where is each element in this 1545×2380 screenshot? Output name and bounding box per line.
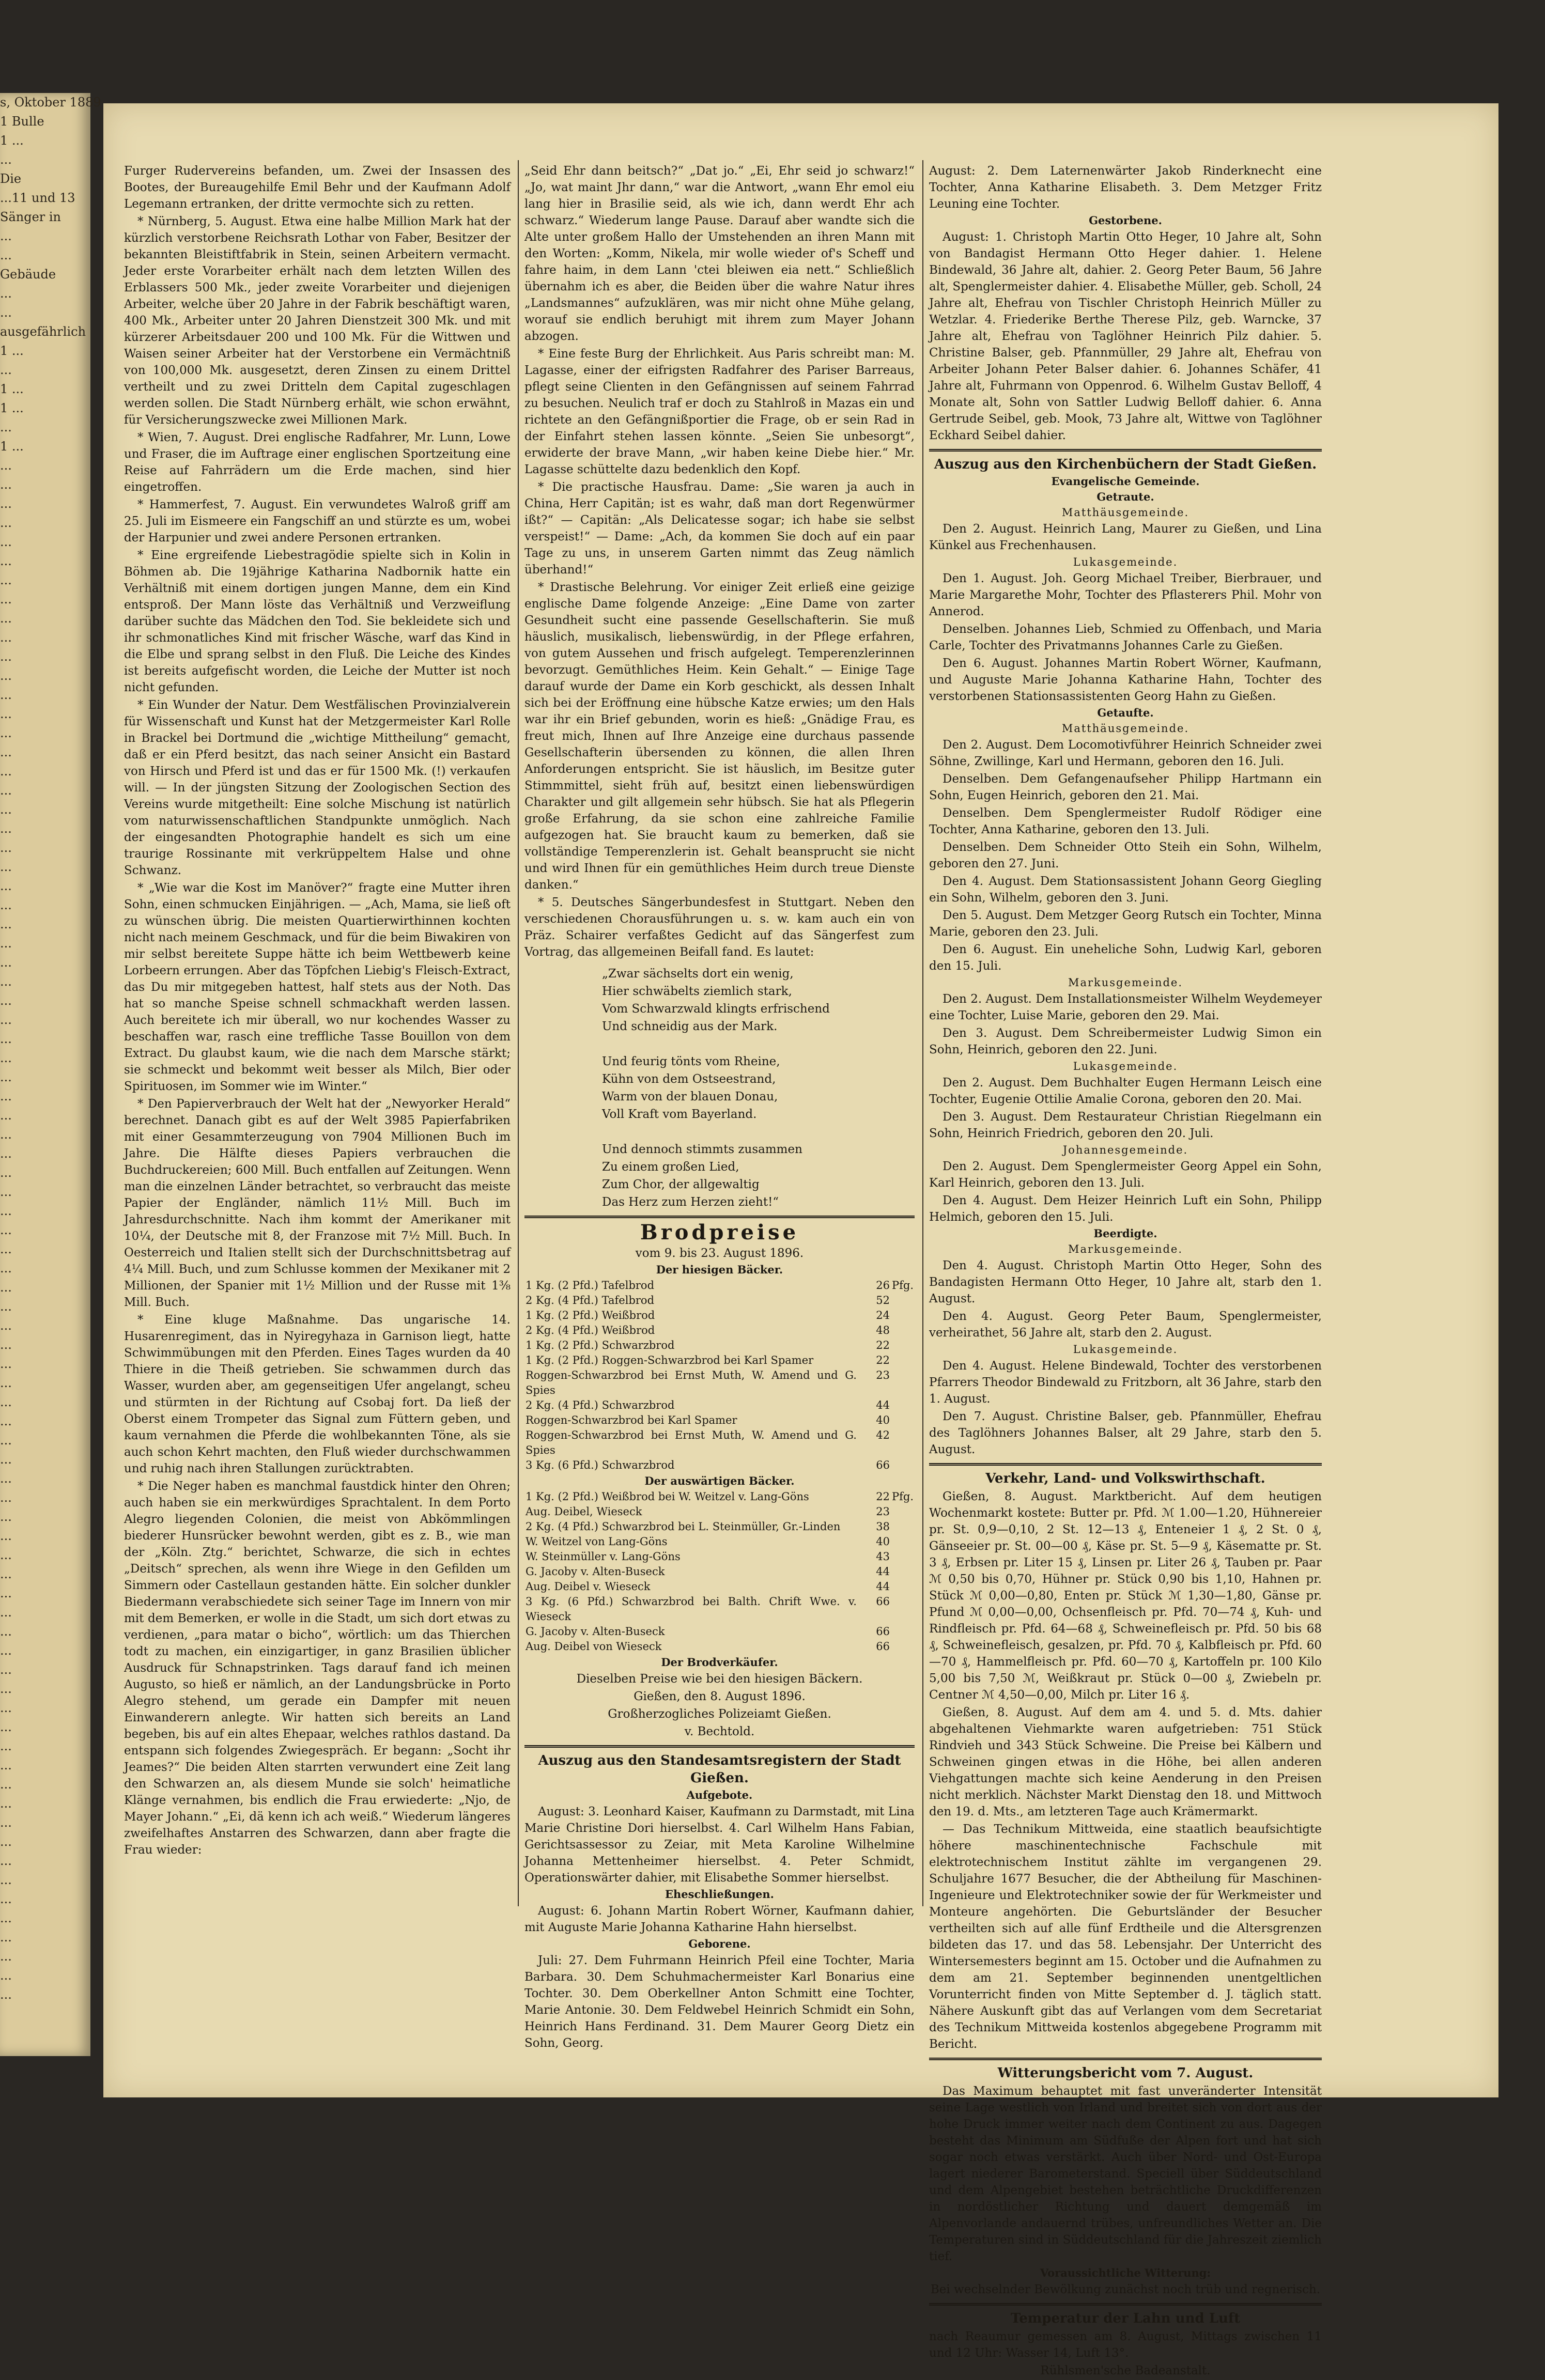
- price-item: 3 Kg. (6 Pfd.) Schwarzbrod bei Balth. Chrift Wwe. v. Wieseck: [526, 1595, 857, 1623]
- prev-page-line: ...: [0, 1433, 12, 1448]
- prev-page-line: ...: [0, 1949, 12, 1964]
- poem-line: Das Herz zum Herzen zieht!“: [602, 1195, 779, 1209]
- prev-page-line: ausgefährlich: [0, 324, 86, 339]
- technikum-note: — Das Technikum Mittweida, eine staatlich beaufsichtigte höhere maschinentechnische Fachschule mit elektrotechnischem Institut zählte im vergangenen 29. Schuljahre 1677 Besucher, die der Abtheilung für Maschinen-Ingenieure und Elektrotechniker sowie der für Werkmeister und Monteure angehörten. Die Geburtsländer der Besucher vertheilten sich auf alle fünf Erdtheile und die Altersgrenzen bildeten das 17. und das 58. Lebensjahr. Der Unterricht des Wintersemesters beginnt am 15. October und die Aufnahmen zu dem am 21. September beginnenden unentgeltlichen Vorunterricht finden von Mitte September d. J. täglich statt. Nähere Auskunft gibt das auf Verlangen vom dem Secretariat des Technikum Mittweida kostenlos abgegebene Programm mit Bericht.: [929, 1823, 1322, 2051]
- price-value: 26: [876, 1279, 890, 1292]
- price-row: [524, 1308, 915, 1323]
- price-row: [524, 1534, 915, 1549]
- prev-page-line: ...: [0, 917, 12, 931]
- price-item: Aug. Deibel, Wieseck: [526, 1505, 642, 1518]
- poem-line: Zu einem großen Lied,: [602, 1160, 739, 1174]
- prev-page-line: ...: [0, 630, 12, 645]
- prev-page-line: ...: [0, 1376, 12, 1390]
- price-item: 1 Kg. (2 Pfd.) Roggen-Schwarzbrod bei Karl Spamer: [526, 1354, 814, 1366]
- temperatur-text: nach Reaumur gemessen am 8. August, Mittags zwischen 11 und 12 Uhr: Wasser 14, Luft 13°.: [929, 2330, 1322, 2360]
- prev-page-line: ...: [0, 1758, 12, 1772]
- gestorbene-heading: Gestorbene.: [1089, 214, 1162, 227]
- prev-page-line: 1 Bulle: [0, 114, 44, 129]
- prev-page-line: ...: [0, 1357, 12, 1371]
- prev-page-line: Sänger in: [0, 210, 61, 224]
- prev-page-line: ...: [0, 1777, 12, 1792]
- prev-page-line: ...: [0, 993, 12, 1008]
- standesamt-p3: Juli: 27. Dem Fuhrmann Heinrich Pfeil eine Tochter, Maria Barbara. 30. Dem Schuhmachermeister Karl Bonarius eine Tochter. 30. Dem Oberkellner Anton Schmitt eine Tochter, Marie Antonie. 30. Dem Feldwebel Heinrich Schmidt ein Sohn, Heinrich Hans Ferdinand. 31. Dem Maurer Georg Dietz ein Sohn, Georg.: [524, 1954, 915, 2050]
- prev-page-line: ...: [0, 477, 12, 492]
- prev-page-line: ...: [0, 783, 12, 798]
- prev-page-line: ...: [0, 516, 12, 530]
- church-entry: Den 6. August. Johannes Martin Robert Wörner, Kaufmann, und Auguste Marie Johanna Katharine Hahn, Tochter des verstorbenen Stationsassistenten Georg Hahn zu Gießen.: [929, 657, 1322, 703]
- price-row: [524, 1549, 915, 1564]
- prev-page-line: ...: [0, 1854, 12, 1868]
- prev-page-line: ...: [0, 898, 12, 912]
- article-paragraph: * Ein Wunder der Natur. Dem Westfälischen Provinzialverein für Wissenschaft und Kunst hat der Metzgermeister Karl Rolle in Brackel bei Dortmund die „wichtige Mittheilung“ gemacht, daß er ein Pferd besitzt, das nach seiner Ansicht ein Bastard von Hirsch und Pferd ist und das er für 1500 Mk. (!) verkaufen will. — In der jüngsten Sitzung der Zoologischen Section des Vereins wurde mitgetheilt: Eine solche Mischung ist natürlich vom naturwissenschaftlichen Standpunkte unmöglich. Nach der eingesandten Photographie handelt es sich um eine traurige Rossinante mit verkrüppeltem Halse und ohne Schwanz.: [124, 698, 511, 877]
- price-item: 2 Kg. (4 Pfd.) Schwarzbrod bei L. Steinmüller, Gr.-Linden: [526, 1520, 841, 1533]
- prev-page-line: ...: [0, 764, 12, 779]
- prev-page-line: ...: [0, 1605, 12, 1620]
- prev-page-line: ...: [0, 1529, 12, 1543]
- prev-page-line: 1 ...: [0, 439, 24, 454]
- prev-page-line: ...: [0, 1165, 12, 1180]
- price-row: [524, 1579, 915, 1594]
- prev-page-line: ...: [0, 1510, 12, 1524]
- article-paragraph: * Eine ergreifende Liebestragödie spielte sich in Kolin in Böhmen ab. Die 19jährige Katharina Nadbornik hatte ein Verhältniß mit einem dortigen jungen Manne, dem ein Kind entsproß. Der Mann löste das Verhältniß und Verzweiflung darüber suchte das Mädchen den Tod. Sie bekleidete sich und ihr schmonatliches Kind mit frischer Wäsche, warf das Kind in die Elbe und sprang selbst in den Fluß. Die Leiche des Kindes ist bereits aufgefischt worden, die Leiche der Mutter ist noch nicht gefunden.: [124, 549, 511, 694]
- price-table-local: [524, 1278, 915, 1473]
- brodpreise-sub2: Der auswärtigen Bäcker.: [644, 1474, 795, 1487]
- column-1: [124, 163, 511, 1859]
- standesamt-s3: Geborene.: [688, 1937, 751, 1950]
- price-item: 1 Kg. (2 Pfd.) Schwarzbrod: [526, 1339, 675, 1351]
- prev-page-line: ...: [0, 1987, 12, 2002]
- church-entry: Den 2. August. Dem Installationsmeister Wilhelm Weydemeyer eine Tochter, Luise Marie, geboren den 29. Mai.: [929, 992, 1322, 1022]
- brodpreise-note: Dieselben Preise wie bei den hiesigen Bäckern.: [576, 1672, 863, 1686]
- price-row: [524, 1338, 915, 1353]
- church-entry: Den 4. August. Dem Stationsassistent Johann Georg Giegling ein Sohn, Wilhelm, geboren den 3. Juni.: [929, 875, 1322, 905]
- prev-page-line: ...: [0, 535, 12, 549]
- church-entry: Den 4. August. Dem Heizer Heinrich Luft ein Sohn, Philipp Helmich, geboren den 15. Juli.: [929, 1194, 1322, 1224]
- price-row: [524, 1519, 915, 1534]
- church-subheading: Getaufte.: [1097, 706, 1154, 719]
- price-item: Roggen-Schwarzbrod bei Karl Spamer: [526, 1414, 737, 1426]
- poem-line: Und dennoch stimmts zusammen: [602, 1143, 802, 1156]
- prev-page-line: ...: [0, 860, 12, 874]
- article-paragraph: * Eine kluge Maßnahme. Das ungarische 14. Husarenregiment, das in Nyiregyhaza in Garnison liegt, hatte Schwimmübungen mit den Pferden. Eines Tages wurden da 40 Thiere in die Theiß getrieben. Sie schwammen durch das Wasser, wurden aber, am gegenseitigen Ufer angelangt, scheu und stürmten in der Richtung auf Csobaj fort. Da ließ der Oberst einem Trompeter das Signal zum Füttern geben, und kaum vernahmen die Pferde die wohlbekannten Töne, als sie auch schon Kehrt machten, den Fluß wieder durchschwammen und ruhig nach ihren Stallungen zurücktrabten.: [124, 1313, 511, 1475]
- prev-page-line: ...: [0, 1930, 12, 1945]
- price-item: W. Weitzel von Lang-Göns: [526, 1535, 668, 1548]
- prev-page-line: ...: [0, 707, 12, 721]
- price-row: [524, 1564, 915, 1579]
- brodpreise-place: Gießen, den 8. August 1896.: [634, 1690, 806, 1703]
- temperatur-sign: Rühlsmen'sche Badeanstalt.: [1040, 2364, 1211, 2377]
- poem-line: „Zwar sächselts dort ein wenig,: [602, 967, 794, 981]
- prev-page-line: ...: [0, 305, 12, 320]
- prev-page-line: ...: [0, 1643, 12, 1658]
- church-subheading: Johannesgemeinde.: [1062, 1144, 1188, 1156]
- prev-page-line: ...: [0, 592, 12, 606]
- prev-page-line: s, Oktober 1889: [0, 95, 101, 110]
- prev-page-line: ...: [0, 1089, 12, 1103]
- price-value: 66: [876, 1459, 890, 1471]
- prev-page-line: ...: [0, 1911, 12, 1925]
- births-continued: August: 2. Dem Laternenwärter Jakob Rinderknecht eine Tochter, Anna Katharine Elisabeth. 3. Dem Metzger Fritz Leuning eine Tochter.: [929, 164, 1322, 211]
- price-row: [524, 1458, 915, 1473]
- price-item: W. Steinmüller v. Lang-Göns: [526, 1550, 681, 1563]
- prev-page-line: ...: [0, 1070, 12, 1084]
- price-row: [524, 1489, 915, 1504]
- brodpreise-sub1: Der hiesigen Bäcker.: [656, 1263, 783, 1276]
- church-subheading: Lukasgemeinde.: [1073, 556, 1178, 568]
- prev-page-line: ...: [0, 1318, 12, 1333]
- prev-page-line: 1 ...: [0, 133, 24, 148]
- prev-page-line: ...: [0, 1261, 12, 1275]
- prev-page-line: ...: [0, 1701, 12, 1715]
- prev-page-line: ...: [0, 726, 12, 740]
- volkswirthschaft-title: Verkehr, Land- und Volkswirthschaft.: [985, 1471, 1265, 1486]
- church-entry: Den 4. August. Christoph Martin Otto Heger, Sohn des Bandagisten Hermann Otto Heger, 10 Jahre alt, starb den 1. August.: [929, 1259, 1322, 1305]
- prev-page-line: ...: [0, 1892, 12, 1906]
- article-paragraph: * 5. Deutsches Sängerbundesfest in Stuttgart. Neben den verschiedenen Chorausführungen u. s. w. kam auch ein von Präz. Schairer verfaßtes Gedicht auf das Sängerfest zum Vortrag, das allgemeinen Beifall fand. Es lautet:: [524, 896, 915, 959]
- church-entry: Den 2. August. Dem Spenglermeister Georg Appel ein Sohn, Karl Heinrich, geboren den 13. Juli.: [929, 1160, 1322, 1190]
- price-item: 2 Kg. (4 Pfd.) Weißbrod: [526, 1324, 655, 1336]
- prev-page-line: ...: [0, 496, 12, 511]
- price-value: 24: [876, 1309, 890, 1321]
- prev-page-line: 1 ...: [0, 401, 24, 415]
- price-value: 43: [876, 1550, 890, 1563]
- column-3: [929, 163, 1322, 2380]
- price-value: 66: [876, 1625, 890, 1638]
- price-item: 1 Kg. (2 Pfd.) Weißbrod: [526, 1309, 655, 1321]
- church-subheading: Beerdigte.: [1093, 1227, 1157, 1240]
- church-entry: Denselben. Dem Gefangenaufseher Philipp Hartmann ein Sohn, Eugen Heinrich, geboren den 21. Mai.: [929, 772, 1322, 802]
- prev-page-line: ...: [0, 363, 12, 377]
- prev-page-line: ...: [0, 1242, 12, 1256]
- standesamt-s1: Aufgebote.: [686, 1788, 753, 1801]
- poem: [602, 966, 915, 1210]
- prev-page-line: ...: [0, 879, 12, 893]
- poem-line: Voll Kraft vom Bayerland.: [602, 1108, 757, 1121]
- article-paragraph: * Wien, 7. August. Drei englische Radfahrer, Mr. Lunn, Lowe und Fraser, die im Auftrage einer englischen Sportzeitung eine Reise auf Fahrrädern um die Erde machen, sind hier eingetroffen.: [124, 431, 511, 494]
- poem-line: [602, 1036, 915, 1052]
- poem-line: Vom Schwarzwald klingts erfrischend: [602, 1002, 830, 1016]
- prev-page-line: ...: [0, 1414, 12, 1428]
- prev-page-line: ...: [0, 955, 12, 970]
- prev-page-line: ...: [0, 1108, 12, 1123]
- church-subheading: Matthäusgemeinde.: [1061, 506, 1189, 519]
- prev-page-line: ...: [0, 936, 12, 951]
- price-value: 66: [876, 1595, 890, 1608]
- church-entry: Den 3. August. Dem Schreibermeister Ludwig Simon ein Sohn, Heinrich, geboren den 22. Juni.: [929, 1026, 1322, 1056]
- prev-page-line: ...: [0, 802, 12, 817]
- church-entry: Den 7. August. Christine Balser, geb. Pfannmüller, Ehefrau des Taglöhners Johannes Balser, alt 29 Jahre, starb den 5. August.: [929, 1410, 1322, 1456]
- evangelische-gemeinde: Evangelische Gemeinde.: [1051, 475, 1200, 488]
- prev-page-line: ...: [0, 841, 12, 855]
- church-entry: Den 4. August. Helene Bindewald, Tochter des verstorbenen Pfarrers Theodor Bindewald zu Fritzborn, alt 36 Jahre, starb den 1. August.: [929, 1359, 1322, 1406]
- prev-page-line: ...: [0, 1013, 12, 1027]
- price-item: Roggen-Schwarzbrod bei Ernst Muth, W. Amend und G. Spies: [526, 1429, 857, 1456]
- prev-page-line: ...: [0, 152, 12, 167]
- price-value: 44: [876, 1399, 890, 1411]
- prev-page-line: ...: [0, 573, 12, 587]
- price-row: [524, 1428, 915, 1458]
- church-entry: Den 3. August. Dem Restaurateur Christian Riegelmann ein Sohn, Heinrich Friedrich, geboren den 20. Juli.: [929, 1110, 1322, 1140]
- prev-page-line: Gebäude: [0, 267, 56, 282]
- church-entry: Den 2. August. Dem Buchhalter Eugen Hermann Leisch eine Tochter, Eugenie Ottilie Amalie Corona, geboren den 20. Mai.: [929, 1076, 1322, 1106]
- prev-page-line: ...: [0, 248, 12, 262]
- price-value: 40: [876, 1535, 890, 1548]
- church-entry: Denselben. Dem Spenglermeister Rudolf Rödiger eine Tochter, Anna Katharine, geboren den 13. Juli.: [929, 806, 1322, 836]
- article-paragraph: Furger Rudervereins befanden, um. Zwei der Insassen des Bootes, der Bureaugehilfe Emil Behr und der Kaufmann Adolf Legemann ertranken, der dritte vermochte sich zu retten.: [124, 164, 511, 211]
- prev-page-line: ...: [0, 1337, 12, 1352]
- church-entry: Den 5. August. Dem Metzger Georg Rutsch ein Tochter, Minna Marie, geboren den 23. Juli.: [929, 909, 1322, 939]
- church-entry: Den 1. August. Joh. Georg Michael Treiber, Bierbrauer, und Marie Margarethe Mohr, Tochter des Pflasterers Phil. Mohr von Annerod.: [929, 572, 1322, 618]
- price-item: 1 Kg. (2 Pfd.) Weißbrod bei W. Weitzel v. Lang-Göns: [526, 1490, 809, 1503]
- prev-page-line: ...: [0, 1223, 12, 1237]
- viehmarkt: Gießen, 8. August. Auf dem am 4. und 5. d. Mts. dahier abgehaltenen Viehmarkte waren aufgetrieben: 751 Stück Rindvieh und 343 Stück Schweine. Die Preise bei Kälbern und Schweinen gingen etwas in die Höhe, bei allen anderen Viehgattungen machte sich keine Aenderung in den Preisen nicht merklich. Nächster Markt Dienstag den 18. und Mittwoch den 19. d. Mts., am letzteren Tage auch Krämermarkt.: [929, 1706, 1322, 1818]
- prev-page-line: 1 ...: [0, 382, 24, 396]
- prev-page-line: ...: [0, 1968, 12, 1983]
- price-item: 1 Kg. (2 Pfd.) Tafelbrod: [526, 1279, 655, 1292]
- price-value: 44: [876, 1580, 890, 1593]
- price-value: 22: [876, 1490, 890, 1503]
- prev-page-line: ...: [0, 1204, 12, 1218]
- prev-page-line: ...: [0, 1567, 12, 1581]
- brodpreise-title: Brodpreise: [640, 1220, 799, 1245]
- standesamt-p2: August: 6. Johann Martin Robert Wörner, Kaufmann dahier, mit Auguste Marie Johanna Katharine Hahn hierselbst.: [524, 1904, 915, 1934]
- price-item: G. Jacoby v. Alten-Buseck: [526, 1565, 665, 1578]
- price-item: 2 Kg. (4 Pfd.) Tafelbrod: [526, 1294, 655, 1306]
- church-subheading: Lukasgemeinde.: [1073, 1060, 1178, 1072]
- article-paragraph: * „Wie war die Kost im Manöver?“ fragte eine Mutter ihren Sohn, einen schmucken Einjährigen. — „Ach, Mama, sie ließ oft zu wünschen übrig. Die meisten Quartierwirthinnen kochten nicht nach meinem Geschmack, und für die beim Biwakiren von mir selbst bereitete Suppe hätte ich beim Wettbewerb keine Lorbeern errungen. Aber das Töpfchen Liebig's Fleisch-Extract, das Du mir mitgegeben hattest, half stets aus der Noth. Das hat so manche Speise schnell schmackhaft werden lassen. Auch bereitete ich mir überall, wo nur kochendes Wasser zu beschaffen war, rasch eine treffliche Tasse Bouillon von dem Extract. Du glaubst kaum, wie die nach dem Marsche stärkt; sie schmeckt und bekommt weit besser als Milch, Bier oder Spirituosen, im Sommer wie im Winter.“: [124, 881, 511, 1093]
- article-paragraph: * Den Papierverbrauch der Welt hat der „Newyorker Herald“ berechnet. Danach gibt es auf der Welt 3985 Papierfabriken mit einer Gesammterzeugung von 7904 Millionen Buch im Jahre. Die Hälfte dieses Papiers verbrauchen die Buchdruckereien; 600 Mill. Buch entfallen auf Zeitungen. Wenn man die einzelnen Länder betrachtet, so verbraucht das meiste Papier der Engländer, nämlich 11½ Mill. Buch im Jahresdurchschnitte. Nach ihm kommt der Amerikaner mit 10¼, der Deutsche mit 8, der Franzose mit 7½ Mill. Buch. In Oesterreich und Italien stellt sich der Durchschnittsbetrag auf 4¼ Mill. Buch, und zum Schlusse kommen der Mexikaner mit 2 Millionen, der Spanier mit 1½ Million und der Russe mit 1⅜ Mill. Buch.: [124, 1097, 511, 1309]
- prev-page-line: ...: [0, 420, 12, 434]
- article-paragraph: * Die practische Hausfrau. Dame: „Sie waren ja auch in China, Herr Capitän; ist es wahr, daß man dort Regenwürmer ißt?“ — Capitän: „Als Delicatesse sogar; ich habe sie selbst verspeist!“ — Dame: „Ach, da kommen Sie doch auf ein paar Tage zu uns, in unserem Garten nimmt das Zeug nämlich überhand!“: [524, 480, 915, 577]
- poem-line: Kühn von dem Ostseestrand,: [602, 1072, 776, 1086]
- prev-page-line: ...: [0, 821, 12, 836]
- prev-page-line: ...11 und 13: [0, 191, 75, 205]
- prev-page-line: ...: [0, 1280, 12, 1295]
- price-value: 40: [876, 1414, 890, 1426]
- price-row: [524, 1594, 915, 1624]
- gestorbene-text: August: 1. Christoph Martin Otto Heger, 10 Jahre alt, Sohn von Bandagist Hermann Otto Heger dahier. 1. Helene Bindewald, 36 Jahre alt, dahier. 2. Georg Peter Baum, 56 Jahre alt, Spenglermeister dahier. 4. Elisabethe Müller, geb. Scholl, 24 Jahre alt, Ehefrau von Tischler Christoph Heinrich Müller zu Wetzlar. 4. Friederike Berthe Therese Pilz, geb. Warncke, 37 Jahre alt, Ehefrau von Taglöhner Heinrich Pilz dahier. 5. Christine Balser, geb. Pfannmüller, 29 Jahre alt, Ehefrau von Arbeiter Johann Peter Balser dahier. 6. Johannes Schäfer, 41 Jahre alt, Fuhrmann von Oppenrod. 6. Wilhelm Gustav Belloff, 4 Monate alt, Sohn von Sattler Ludwig Belloff dahier. 6. Anna Gertrude Seibel, geb. Mook, 73 Jahre alt, Wittwe von Taglöhner Eckhard Seibel dahier.: [929, 230, 1322, 442]
- brodpreise-authority: Großherzogliches Polizeiamt Gießen.: [608, 1707, 831, 1721]
- prev-page-line: ...: [0, 1796, 12, 1811]
- price-row: [524, 1278, 915, 1293]
- kirchenbuecher-title: Auszug aus den Kirchenbüchern der Stadt Gießen.: [934, 457, 1317, 472]
- prev-page-line: ...: [0, 1815, 12, 1830]
- price-row: [524, 1368, 915, 1398]
- poem-line: Und feurig tönts vom Rheine,: [602, 1055, 780, 1068]
- poem-line: Und schneidig aus der Mark.: [602, 1020, 778, 1033]
- price-value: 22: [876, 1354, 890, 1366]
- poem-line: Hier schwäbelts ziemlich stark,: [602, 985, 792, 998]
- price-value: 22: [876, 1339, 890, 1351]
- prev-page-line: ...: [0, 1682, 12, 1696]
- article-paragraph: * Nürnberg, 5. August. Etwa eine halbe Million Mark hat der kürzlich verstorbene Reichsrath Lothar von Faber, Besitzer der bekannten Bleistiftfabrik in Stein, seinen Arbeitern vermacht. Jeder erste Vorarbeiter erhält nach dem letzten Willen des Erblassers 500 Mk., jeder zweite Vorarbeiter und diejenigen Arbeiter, welche über 20 Jahre in der Fabrik beschäftigt waren, 400 Mk., Arbeiter unter 20 Jahren Dienstzeit 300 Mk. und mit kürzerer Arbeitsdauer 200 und 100 Mk. Für die Wittwen und Waisen seiner Arbeiter hat der Verstorbene ein Vermächtniß von 100,000 Mk. ausgesetzt, deren Zinsen zu einem Drittel vertheilt und zu zwei Dritteln dem Capital zugeschlagen werden sollen. Die Stadt Nürnberg erhält, wie schon erwähnt, für Versicherungszwecke zwei Millionen Mark.: [124, 215, 511, 427]
- prev-page-line: ...: [0, 1586, 12, 1600]
- prev-page-line: ...: [0, 229, 12, 243]
- price-item: 3 Kg. (6 Pfd.) Schwarzbrod: [526, 1459, 675, 1471]
- poem-line: Zum Chor, der allgewaltig: [602, 1178, 760, 1191]
- column-2: [524, 163, 915, 2052]
- standesamt-s2: Eheschließungen.: [665, 1888, 774, 1901]
- church-subheading: Markusgemeinde.: [1068, 1243, 1183, 1255]
- prev-page-line: ...: [0, 974, 12, 989]
- prev-page-line: ...: [0, 1490, 12, 1505]
- church-entry: Denselben. Johannes Lieb, Schmied zu Offenbach, und Maria Carle, Tochter des Privatmanns Johannes Carle zu Gießen.: [929, 623, 1322, 652]
- article-paragraph: * Hammerfest, 7. August. Ein verwundetes Walroß griff am 25. Juli im Eismeere ein Fangschiff an und stürzte es um, wobei der Harpunier und zwei andere Personen ertranken.: [124, 498, 511, 545]
- price-value: 38: [876, 1520, 890, 1533]
- column-rule: [922, 160, 923, 1906]
- church-subheading: Markusgemeinde.: [1068, 976, 1183, 989]
- price-row: [524, 1639, 915, 1654]
- church-entry: Den 2. August. Heinrich Lang, Maurer zu Gießen, und Lina Künkel aus Frechenhausen.: [929, 522, 1322, 552]
- price-row: [524, 1323, 915, 1338]
- poem-line: Warm von der blauen Donau,: [602, 1090, 778, 1103]
- prev-page-line: Die: [0, 172, 22, 186]
- witterung-text: Das Maximum behauptet mit fast unveränderter Intensität seine Lage westlich von Irland und breitet sich von dort aus der hohe Druck immer weiter nach dem Continent zu aus. Dagegen besteht das Minimum am Südfuße der Alpen fort und hat sich sogar noch etwas verstärkt. Auch über Nord- und Ost-Europa lagert niederer Barometerstand. Speciell über Süddeutschland und dem Alpengebiet bestehen beträchtliche Druckdifferenzen in nordöstlicher Richtung und dauert demgemäß im Alpenvorlande andauernd trübes, unfreundliches Wetter an. Die Temperaturen sind in Süddeutschland für die Jahreszeit ziemlich tief.: [929, 2085, 1322, 2263]
- prev-page-line: ...: [0, 1395, 12, 1409]
- prev-page-line: ...: [0, 1032, 12, 1046]
- prev-page-line: ...: [0, 1471, 12, 1486]
- price-row: [524, 1413, 915, 1428]
- poem-line: [602, 1124, 915, 1140]
- price-row: [524, 1624, 915, 1639]
- church-subheading: Lukasgemeinde.: [1073, 1343, 1178, 1356]
- article-paragraph: „Seid Ehr dann beitsch?“ „Dat jo.“ „Ei, Ehr seid jo schwarz!“ „Jo, wat maint Jhr dann,“ war die Antwort, „wann Ehr emol eiu lang hier in Brasilie seid, als wie ich, dann werdt Ehr ach schwarz.“ Wiederum lange Pause. Darauf aber wandte sich die Alte unter großem Hallo der Umstehenden an ihren Mann mit den Worten: „Komm, Nikela, mir wolle wieder of's Scheff und fahre haim, in dem Lann 'ctei bleiwen eia nett.“ Schließlich übernahm ich es aber, die Beiden über die wahre Natur ihres „Landsmannes“ aufzuklären, was mir nicht ohne Mühe gelang, worauf sie endlich beruhigt mit ihrem zum Mayer Johann abzogen.: [524, 164, 915, 343]
- church-subheading: Matthäusgemeinde.: [1061, 722, 1189, 735]
- price-row: [524, 1504, 915, 1519]
- prev-page-line: ...: [0, 745, 12, 759]
- prev-page-line: ...: [0, 1834, 12, 1849]
- prev-page-line: ...: [0, 1452, 12, 1467]
- voraussichtlich-text: Bei wechselnder Bewölkung zunächst noch trüb und regnerisch.: [930, 2283, 1321, 2296]
- prev-page-line: ...: [0, 1873, 12, 1887]
- price-value: 48: [876, 1324, 890, 1336]
- brodpreise-sign: v. Bechtold.: [684, 1725, 755, 1738]
- price-value: 23: [876, 1369, 890, 1381]
- prev-page-line: ...: [0, 668, 12, 683]
- brodpreise-period: vom 9. bis 23. August 1896.: [635, 1247, 804, 1260]
- marktbericht: Gießen, 8. August. Marktbericht. Auf dem heutigen Wochenmarkt kostete: Butter pr. Pfd. ℳ 1.00—1.20, Hühnereier pr. St. 0,9—0,10, 2 St. 12—13 ₰, Enteneier 1 ₰, 2 St. 0 ₰, Gänseeier pr. St. 00—00 ₰, Käse pr. St. 5—9 ₰, Käsematte pr. St. 3 ₰, Erbsen pr. Liter 15 ₰, Linsen pr. Liter 26 ₰, Tauben pr. Paar ℳ 0,50 bis 0,70, Hühner pr. Stück 0,90 bis 1,10, Hahnen pr. Stück ℳ 0,00—0,80, Enten pr. Stück ℳ 1,30—1,80, Gänse pr. Pfund ℳ 0,00—0,00, Ochsenfleisch pr. Pfd. 70—74 ₰, Kuh- und Rindfleisch pr. Pfd. 64—68 ₰, Schweinefleisch pr. Pfd. 50 bis 68 ₰, Schweinefleisch, gesalzen, pr. Pfd. 70 ₰, Kalbfleisch pr. Pfd. 60—70 ₰, Hammelfleisch pr. Pfd. 60—70 ₰, Kartoffeln pr. 100 Kilo 5,00 bis 7,50 ℳ, Weißkraut pr. Stück 0—00 ₰, Zwiebeln pr. Centner ℳ 4,50—0,00, Milch pr. Liter 16 ₰.: [929, 1490, 1322, 1702]
- standesamt-p1: August: 3. Leonhard Kaiser, Kaufmann zu Darmstadt, mit Lina Marie Christine Dori hierselbst. 4. Carl Wilhelm Hans Fabian, Gerichtsassessor zu Zeiar, mit Meta Karoline Wilhelmine Johanna Mettenheimer hierselbst. 4. Peter Schmidt, Operationswärter dahier, mit Elisabethe Sommer hierselbst.: [524, 1805, 915, 1885]
- prev-page-line: ...: [0, 1624, 12, 1639]
- standesamt-title: Auszug aus den Standesamtsregistern der Stadt Gießen.: [538, 1753, 901, 1786]
- article-paragraph: * Die Neger haben es manchmal faustdick hinter den Ohren; auch haben sie ein merkwürdiges Sprachtalent. In dem Porto Alegro liegenden Colonien, die meist von Abkömmlingen biederer Hunsrücker bewohnt werden, gibt es z. B., wie man der „Köln. Ztg.“ berichtet, Schwarze, die sich in echtes „Deitsch“ sprechen, als wenn ihre Wiege in den Gefilden um Simmern oder Castellaun gestanden hätte. Ein solcher dunkler Biedermann verabschiedete sich seiner Tage im Innern von mir mit dem Bemerken, er wolle in die Stadt, um sich dort etwas zu verdienen, „para matar o bicho“, wörtlich: um das Thierchen todt zu machen, ein einzigartiger, in ganz Brasilien üblicher Ausdruck für Schnapstrinken. Tags darauf fand ich meinen Augusto, so hieß er nämlich, an der Landungsbrücke in Porto Alegro stehend, um gerade ein Dampfer mit neuen Einwanderern anlegte. Wir hatten sich bereits an Land begeben, bis auf ein altes Ehepaar, welches rathlos dastand. Da entspann sich folgendes Zwiegespräch. Er begann: „Socht ihr Jeames?“ Die beiden Alten starrten verwundert eine Zeit lang den Schwarzen an, als diesem Munde sie solch' heimatliche Klänge vernahmen, bis endlich die Frau erwiederte: „Njo, de Mayer Johann.“ „Ei, dä kenn ich ach weiß.“ Wiederum längeres zweifelhaftes Anstarren des Schwarzen, dann aber fragte die Frau wieder:: [124, 1480, 511, 1857]
- price-unit: Pfg.: [891, 1279, 914, 1292]
- prev-page-line: ...: [0, 688, 12, 702]
- price-value: 52: [876, 1294, 890, 1306]
- price-item: Aug. Deibel von Wieseck: [526, 1640, 662, 1653]
- price-value: 44: [876, 1565, 890, 1578]
- newspaper-page: [103, 103, 1498, 2377]
- prev-page-line: ...: [0, 286, 12, 301]
- price-item: Roggen-Schwarzbrod bei Ernst Muth, W. Amend und G. Spies: [526, 1369, 857, 1396]
- price-row: [524, 1293, 915, 1308]
- article-paragraph: * Drastische Belehrung. Vor einiger Zeit erließ eine geizige englische Dame folgende Anzeige: „Eine Dame von zarter Gesundheit sucht eine passende Gesellschafterin. Sie muß häuslich, musikalisch, liebenswürdig, in der Pflege erfahren, von gutem Aussehen und frisch aufgelegt. Temperenzlerinnen bevorzugt. Gemüthliches Heim. Kein Gehalt.“ — Einige Tage darauf wurde der Dame ein Korb geschickt, als dessen Inhalt sich bei der Eröffnung eine hübsche Katze erwies; um den Hals war ihr ein Brief gebunden, worin es hieß: „Gnädige Frau, es freut mich, Ihnen auf Ihre Anzeige eine durchaus passende Gesellschafterin übersenden zu können, die allen Ihren Anforderungen entspricht. Sie ist häuslich, im Besitze guter Stimmmittel, sieht früh auf, besitzt einen liebenswürdigen Charakter und gilt allgemein sehr hübsch. Sie hat als Pflegerin große Erfahrung, da sie schon eine zahlreiche Familie aufgezogen hat. Sie braucht kaum zu bemerken, daß sie vollständige Temperenzlerin ist. Gehalt beansprucht sie nicht und wird Ihnen für ein gemüthliches Heim durch treue Dienste danken.“: [524, 581, 915, 892]
- prev-page-line: ...: [0, 649, 12, 664]
- church-entry: Den 4. August. Georg Peter Baum, Spenglermeister, verheirathet, 56 Jahre alt, starb den 2. August.: [929, 1310, 1322, 1340]
- prev-page-line: ...: [0, 1739, 12, 1753]
- temperatur-title: Temperatur der Lahn und Luft: [1010, 2311, 1241, 2326]
- prev-page-line: ...: [0, 611, 12, 626]
- prev-page-line: ...: [0, 1662, 12, 1677]
- price-item: 2 Kg. (4 Pfd.) Schwarzbrod: [526, 1399, 675, 1411]
- price-value: 66: [876, 1640, 890, 1653]
- church-entry: Denselben. Dem Schneider Otto Steih ein Sohn, Wilhelm, geboren den 27. Juni.: [929, 841, 1322, 870]
- prev-page-line: ...: [0, 554, 12, 568]
- prev-page-line: ...: [0, 1146, 12, 1161]
- church-entry: Den 2. August. Dem Locomotivführer Heinrich Schneider zwei Söhne, Zwillinge, Karl und Hermann, geboren den 16. Juli.: [929, 738, 1322, 768]
- previous-page-edge: [0, 93, 101, 2056]
- prev-page-line: 1 ...: [0, 344, 24, 358]
- price-table-external: [524, 1489, 915, 1654]
- church-entry: Den 6. August. Ein uneheliche Sohn, Ludwig Karl, geboren den 15. Juli.: [929, 943, 1322, 973]
- voraussichtlich-heading: Voraussichtliche Witterung:: [1040, 2266, 1211, 2279]
- prev-page-line: ...: [0, 1720, 12, 1734]
- prev-page-line: ...: [0, 1127, 12, 1142]
- price-value: 42: [876, 1429, 890, 1441]
- article-paragraph: * Eine feste Burg der Ehrlichkeit. Aus Paris schreibt man: M. Lagasse, einer der eifrigsten Radfahrer des Pariser Barreaus, pflegt seine Clienten in den Gefängnissen auf seinem Fahrrad zu besuchen. Neulich traf er doch zu Stahlroß in Mazas ein und richtete an den Gefängnißportier die Frage, ob er sein Rad in der Einfahrt stehen lassen könnte. „Seien Sie unbesorgt“, erwiderte der brave Mann, „wir haben keine Diebe hier.“ Mr. Lagasse schüttelte dazu bedenklich den Kopf.: [524, 347, 915, 476]
- prev-page-line: ...: [0, 1299, 12, 1314]
- prev-page-line: ...: [0, 1185, 12, 1199]
- price-row: [524, 1398, 915, 1413]
- prev-page-line: ...: [0, 458, 12, 473]
- price-row: [524, 1353, 915, 1368]
- getraute-heading: Getraute.: [1096, 490, 1154, 503]
- witterung-title: Witterungsbericht vom 7. August.: [997, 2065, 1254, 2081]
- price-unit: Pfg.: [891, 1490, 914, 1503]
- price-item: Aug. Deibel v. Wieseck: [526, 1580, 651, 1593]
- brodpreise-sub3: Der Brodverkäufer.: [661, 1656, 778, 1669]
- column-rule: [518, 160, 519, 1906]
- prev-page-line: ...: [0, 1051, 12, 1065]
- price-value: 23: [876, 1505, 890, 1518]
- price-item: G. Jacoby v. Alten-Buseck: [526, 1625, 665, 1638]
- prev-page-line: ...: [0, 1548, 12, 1562]
